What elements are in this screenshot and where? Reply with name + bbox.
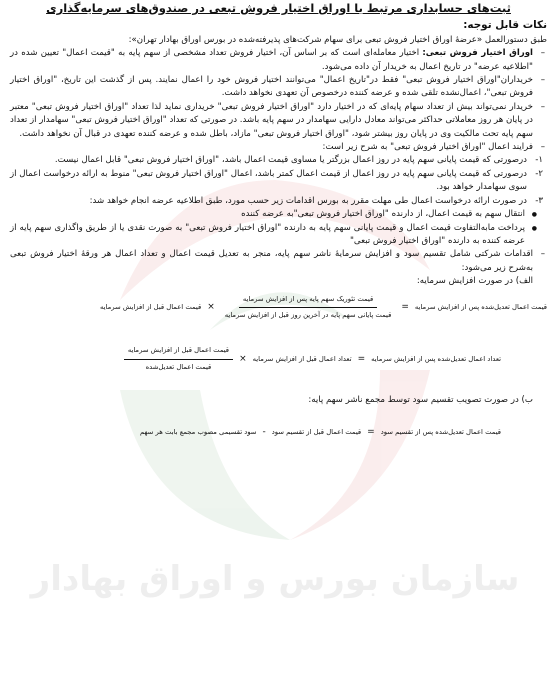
multiply-sign: × bbox=[239, 353, 247, 364]
formula-rhs: قیمت اعمال قبل از افزایش سرمایه bbox=[100, 302, 202, 311]
item-text: درصورتی که قیمت پایانی سهم پایه در روز اعمال از قیمت اعمال کمتر باشد، اعمال "اوراق اختیار فروش تبعی" منوط به ارائه درخواست اعمال از سوی سهامدار خواهد بود. bbox=[10, 168, 527, 193]
notes-heading: نکات قابل توجه: bbox=[463, 19, 547, 32]
formula-fraction bbox=[221, 293, 396, 323]
formula-multiplier: تعداد اعمال قبل از افزایش سرمایه bbox=[252, 354, 352, 363]
fraction-numerator: قیمت تئوریک سهم پایه پس از افزایش سرمایه bbox=[239, 293, 377, 308]
equals-sign: = bbox=[357, 353, 366, 364]
item-number: ۲- bbox=[535, 168, 543, 179]
formula-lhs: قیمت اعمال تعدیل‌شده پس از افزایش سرمایه bbox=[414, 302, 547, 311]
bullet-item-1: ● انتقال سهم به قیمت اعمال، از دارنده "اوراق اختیار فروش تبعی"به عرضه کننده bbox=[10, 208, 547, 221]
formula-term-2: سود تقسیمی مصوب مجمع بابت هر سهم bbox=[140, 427, 257, 436]
definition-text: اختیار معامله‌ای است که بر اساس آن، اختیار فروش تعداد مشخصی از سهم پایه به "قیمت اعمال" تعیین شده در "اطلاعیه عرضه" در تاریخ اعمال به خریدار آن داده می‌شود. bbox=[10, 48, 533, 72]
case-b-heading: ب) در صورت تصویب تقسیم سود توسط مجمع ناشر سهم پایه: bbox=[308, 395, 533, 406]
formula-adjusted-price-capital bbox=[10, 293, 547, 323]
formula-adjusted-count-capital bbox=[10, 344, 547, 374]
minus-sign: - bbox=[262, 426, 266, 437]
formula-lhs: قیمت اعمال تعدیل‌شده پس از تقسیم سود bbox=[380, 427, 501, 436]
formula-lhs: تعداد اعمال تعدیل‌شده پس از افزایش سرمایه bbox=[371, 354, 501, 363]
intro-paragraph: طبق دستورالعمل «عرضهٔ اوراق اختیار فروش تبعی برای سهام شرکت‌های پذیرفته‌شده در بورس اوراق بهادار تهران»: bbox=[128, 34, 547, 45]
definition-paragraph bbox=[10, 47, 547, 74]
buyers-paragraph: – خریداران"اوراق اختیار فروش تبعی" فقط در"تاریخ اعمال" می‌توانند اختیار فروش خود را اعمال نمایند. پس از گذشت این تاریخ، "اوراق اختیار فروش تبعی"، اعمال‌نشده تلقی شده و عرضه کننده درخصوص آن تعهدی نخواهد داشت. bbox=[10, 74, 547, 101]
item-text: درصورتی که قیمت پایانی سهم پایه در روز اعمال بزرگتر یا مساوی قیمت اعمال باشد، "اوراق اختیار فروش تبعی" قابل اعمال نیست. bbox=[54, 155, 527, 166]
equals-sign: = bbox=[367, 426, 375, 437]
formula-term-1: قیمت اعمال قبل از تقسیم سود bbox=[271, 427, 362, 436]
equals-sign: = bbox=[401, 301, 409, 312]
title bbox=[10, 2, 547, 17]
watermark-text: سازمان بورس و اوراق بهادار bbox=[30, 559, 520, 599]
process-item-1 bbox=[10, 154, 547, 167]
item-number: ۱- bbox=[535, 155, 543, 166]
title-text: ثبت‌های حسابداری مرتبط با اوراق اختیار فروش تبعی در صندوق‌های سرمایه‌گذاری bbox=[46, 1, 511, 15]
definition-term: اوراق اختیار فروش تبعی: bbox=[422, 48, 533, 59]
limit-paragraph: – خریدار نمی‌تواند بیش از تعداد سهام پایه‌ای که در اختیار دارد "اوراق اختیار فروش تبعی" خریداری نماید لذا تعداد "اوراق اختیار فروش تبعی" معتبر در پایان هر روز معاملاتی حداکثر می‌تواند معادل دارایی سهامدار در سهم پایه باشد. در صورتی که تعداد "اوراق اختیار فروش تبعی" سهامدار از تعداد سهم پایه تحت مالکیت وی در پایان روز بیشتر شود، "اوراق اختیار فروش تبعی" مازاد، باطل شده و عرضه کننده تعهدی در قبال آن نخواهد داشت. bbox=[10, 101, 547, 141]
formula-fraction bbox=[124, 344, 233, 374]
fraction-numerator: قیمت اعمال قبل از افزایش سرمایه bbox=[124, 344, 233, 359]
process-intro: – فرایند اعمال "اوراق اختیار فروش تبعی" به شرح زیر است: bbox=[10, 141, 547, 154]
case-a-heading: الف) در صورت افزایش سرمایه: bbox=[416, 276, 533, 287]
fraction-denominator: قیمت اعمال تعدیل‌شده bbox=[145, 362, 212, 371]
bullet-item-2: ● پرداخت مابه‌التفاوت قیمت اعمال و قیمت پایانی سهم پایه به دارنده "اوراق اختیار فروش تبعی" به صورت نقدی یا از طریق واگذاری سهم پایه از عرضه کننده به دارنده "اوراق اختیار فروش تبعی" bbox=[10, 222, 547, 249]
process-item-2 bbox=[10, 168, 547, 195]
item-text: در صورت ارائه درخواست اعمال طی مهلت مقرر به بورس اقدامات زیر حسب مورد، طبق اطلاعیه عرضه انجام خواهد شد: bbox=[89, 195, 527, 206]
multiply-sign: × bbox=[207, 301, 215, 312]
corporate-actions-paragraph: – اقدامات شرکتی شامل تقسیم سود و افزایش سرمایهٔ ناشر سهم پایه، منجر به تعدیل قیمت اعمال و تعداد اعمال هر ورقهٔ اختیار فروش تبعی به‌شرح زیر می‌شود: bbox=[10, 248, 547, 275]
process-item-3 bbox=[10, 195, 547, 208]
item-number: ۳- bbox=[535, 195, 543, 206]
formula-adjusted-price-dividend bbox=[10, 426, 547, 439]
fraction-denominator: قیمت پایانی سهم پایه در آخرین روز قبل از افزایش سرمایه bbox=[224, 310, 392, 319]
